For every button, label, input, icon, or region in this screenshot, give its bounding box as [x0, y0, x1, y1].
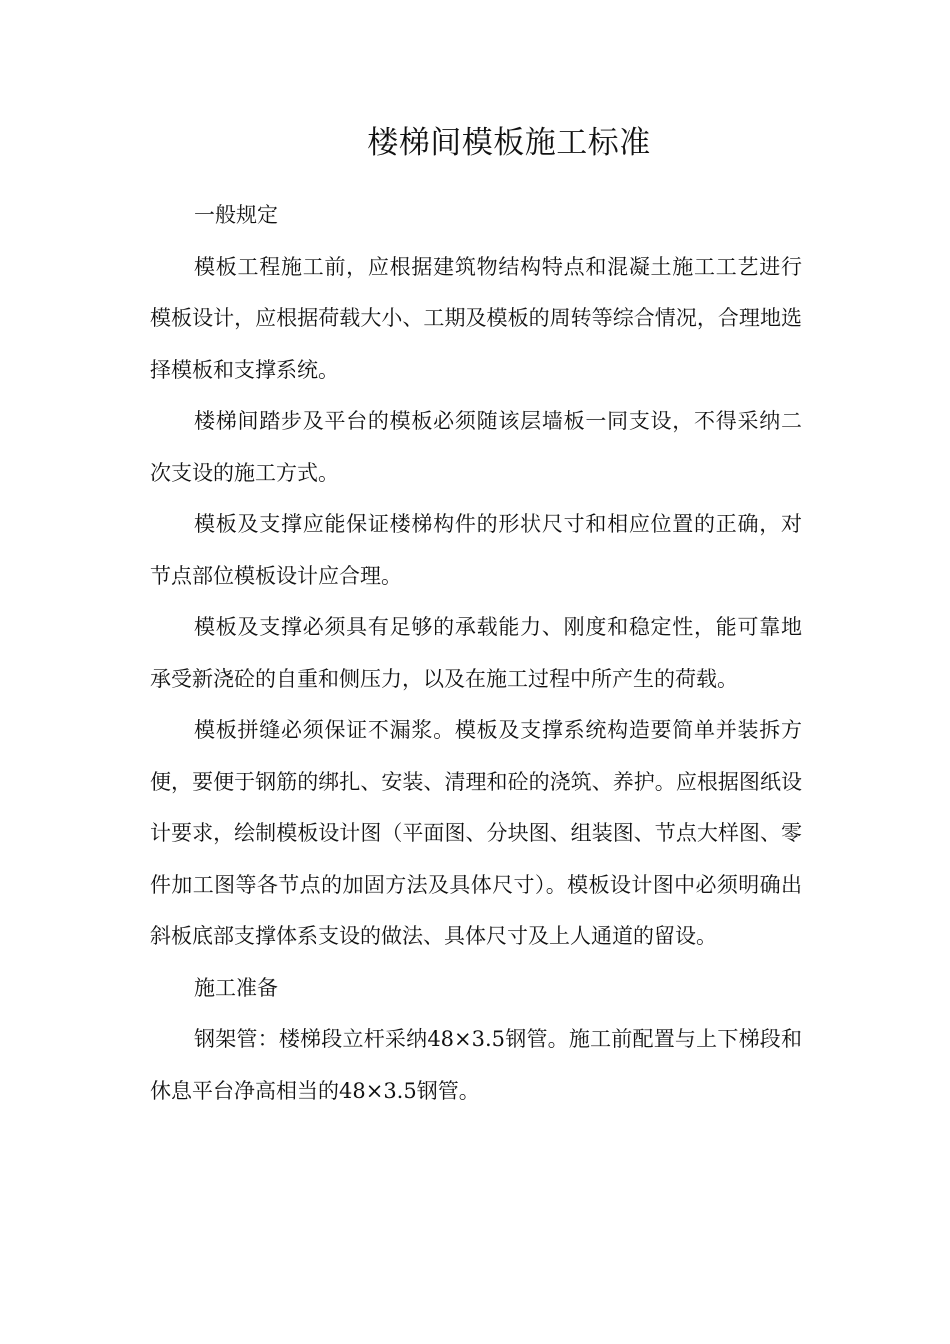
- paragraph-joints-and-drawings: 模板拼缝必须保证不漏浆。模板及支撑系统构造要简单并装拆方便，要便于钢筋的绑扎、安装、清理和砼的浇筑、养护。应根据图纸设计要求，绘制模板设计图（平面图、分块图、组装图、节点大样图、零件加工图等各节点的加固方法及具体尺寸）。模板设计图中必须明确出斜板底部支撑体系支设的做法、具体尺寸及上人通道的留设。: [150, 718, 802, 948]
- document-title: 楼梯间模板施工标准: [367, 125, 651, 161]
- section-heading-general: 一般规定: [194, 203, 278, 227]
- section-heading-preparation: 施工准备: [194, 975, 278, 1000]
- document-body: [150, 190, 802, 1117]
- paragraph-steel-pipe: 钢架管：楼梯段立杆采纳48×3.5钢管。施工前配置与上下梯段和休息平台净高相当的48×3.5钢管。: [150, 1027, 802, 1103]
- paragraph-stair-formwork-timing: 楼梯间踏步及平台的模板必须随该层墙板一同支设，不得采纳二次支设的施工方式。: [150, 409, 802, 485]
- paragraph-load-capacity: 模板及支撑必须具有足够的承载能力、刚度和稳定性，能可靠地承受新浇砼的自重和侧压力，以及在施工过程中所产生的荷载。: [150, 615, 802, 691]
- paragraph-shape-accuracy: 模板及支撑应能保证楼梯构件的形状尺寸和相应位置的正确，对节点部位模板设计应合理。: [150, 512, 802, 588]
- paragraph-design-basis: 模板工程施工前，应根据建筑物结构特点和混凝土施工工艺进行模板设计，应根据荷载大小、工期及模板的周转等综合情况，合理地选择模板和支撑系统。: [150, 254, 802, 382]
